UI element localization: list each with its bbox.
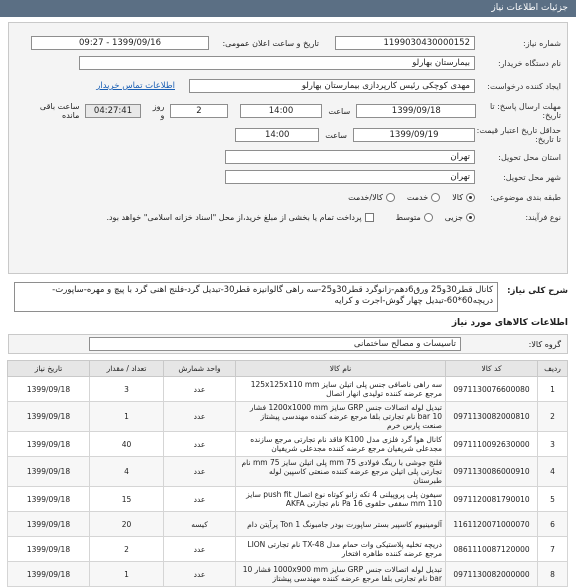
province-label: استان محل تحویل: bbox=[498, 152, 561, 162]
cell-row-number: 8 bbox=[538, 562, 568, 587]
table-header-row bbox=[8, 361, 568, 377]
payment-checkbox[interactable] bbox=[106, 213, 373, 222]
table-row[interactable] bbox=[8, 562, 568, 587]
validity-label: حداقل تاریخ اعتبار قیمت: تا تاریخ: bbox=[476, 126, 561, 144]
goods-table bbox=[7, 360, 568, 587]
cell-row-number: 1 bbox=[538, 377, 568, 402]
table-row[interactable] bbox=[8, 537, 568, 562]
remaining-label: ساعت باقی مانده bbox=[39, 102, 80, 120]
days-field: 2 bbox=[170, 104, 227, 118]
cell-quantity: 1 bbox=[90, 562, 164, 587]
cell-quantity: 1 bbox=[90, 402, 164, 432]
city-label: شهر محل تحویل: bbox=[503, 172, 561, 182]
page-header bbox=[0, 0, 576, 17]
cell-quantity: 4 bbox=[90, 457, 164, 487]
category-label: طبقه بندی موضوعی: bbox=[490, 192, 561, 202]
creator-field: مهدی کوچکی رئیس کارپردازی بیمارستان بهارلو bbox=[189, 79, 475, 93]
cell-item-code: 0971130082000000 bbox=[446, 562, 538, 587]
cell-row-number: 3 bbox=[538, 432, 568, 457]
cell-item-name: تبدیل لوله اتصالات جنس GRP سایز 1200x1000 mm فشار 10 bar نام تجارتی بلقا مرجع عرضه کننده مهندسی پیشتاز صنعت پارس خرم bbox=[236, 402, 446, 432]
category-option-goods[interactable]: کالا bbox=[452, 193, 475, 202]
cell-item-name: فلنج جوشی با رینگ فولادی 75 mm پلی اتیلن سایز 75 mm نام تجارتی پلی اتیلن مرجع عرضه کننده صنعتی کاسپین لوله طبرستان bbox=[236, 457, 446, 487]
deadline-label: مهلت ارسال پاسخ: تا تاریخ: bbox=[489, 102, 561, 120]
cell-row-number: 2 bbox=[538, 402, 568, 432]
cell-unit: عدد bbox=[164, 457, 236, 487]
deadline-time-field: 14:00 bbox=[240, 104, 323, 118]
cell-unit: عدد bbox=[164, 377, 236, 402]
cell-need-date: 1399/09/18 bbox=[8, 562, 90, 587]
cell-row-number: 7 bbox=[538, 537, 568, 562]
announce-field: 1399/09/16 - 09:27 bbox=[31, 36, 209, 50]
table-row[interactable] bbox=[8, 512, 568, 537]
category-option-goods-service[interactable]: کالا/خدمت bbox=[348, 193, 395, 202]
need-number-label: شماره نیاز: bbox=[523, 38, 561, 48]
cell-item-name: آلومینیوم کاسپیر بستر ساپورت بودر جامبونگ Ton 1 پرآیتن دام bbox=[236, 512, 446, 537]
col-row-number: ردیف bbox=[538, 361, 568, 377]
cell-item-name: سه راهی ناصافی جنس پلی اتیلن سایز 125x125x110 mm مرجع عرضه کننده تولیدی انهار اتصال bbox=[236, 377, 446, 402]
category-option-service[interactable]: خدمت bbox=[407, 193, 440, 202]
cell-item-code: 0971130086000910 bbox=[446, 457, 538, 487]
table-row[interactable] bbox=[8, 432, 568, 457]
cell-item-code: 0971130082000810 bbox=[446, 402, 538, 432]
cell-item-code: 1161120071000070 bbox=[446, 512, 538, 537]
table-row[interactable] bbox=[8, 377, 568, 402]
remaining-time-field: 04:27:41 bbox=[85, 104, 140, 118]
validity-time-field: 14:00 bbox=[235, 128, 319, 142]
col-need-date: تاریخ نیاز bbox=[8, 361, 90, 377]
buyer-field: بیمارستان بهارلو bbox=[79, 56, 475, 70]
cell-unit: عدد bbox=[164, 562, 236, 587]
cell-unit: عدد bbox=[164, 402, 236, 432]
col-item-name: نام کالا bbox=[236, 361, 446, 377]
need-info-panel bbox=[8, 22, 568, 274]
process-option-minor[interactable]: جزیی bbox=[445, 213, 475, 222]
cell-unit: عدد bbox=[164, 537, 236, 562]
cell-row-number: 6 bbox=[538, 512, 568, 537]
deadline-date-field: 1399/09/18 bbox=[356, 104, 476, 118]
radio-icon bbox=[431, 193, 440, 202]
cell-unit: عدد bbox=[164, 432, 236, 457]
cell-row-number: 5 bbox=[538, 487, 568, 512]
cell-quantity: 20 bbox=[90, 512, 164, 537]
cell-unit: عدد bbox=[164, 487, 236, 512]
cell-need-date: 1399/09/18 bbox=[8, 432, 90, 457]
col-unit: واحد شمارش bbox=[164, 361, 236, 377]
buyer-label: نام دستگاه خریدار: bbox=[498, 58, 561, 68]
cell-unit: کیسه bbox=[164, 512, 236, 537]
group-label: گروه کالا: bbox=[528, 339, 561, 349]
validity-time-label: ساعت bbox=[325, 130, 347, 140]
cell-need-date: 1399/09/18 bbox=[8, 402, 90, 432]
goods-group-row bbox=[8, 334, 568, 354]
cell-quantity: 40 bbox=[90, 432, 164, 457]
cell-item-name: دریچه تخلیه پلاستیکی وات حمام مدل TX-48 نام تجارتی LION مرجع عرضه کننده طاهره افتخار bbox=[236, 537, 446, 562]
province-field: تهران bbox=[225, 150, 475, 164]
buyer-contact-link[interactable]: اطلاعات تماس خریدار bbox=[96, 81, 175, 91]
creator-label: ایجاد کننده درخواست: bbox=[487, 81, 561, 91]
table-row[interactable] bbox=[8, 457, 568, 487]
description-text: کانال قطر30و25 ورق6دهم-زانوگرد قطر30و25-سه راهی گالوانیزه قطر30-تبدیل گرد-فلنج اهنی گرد با پیچ و مهره-ساپورت-دریچه60*60-تبدیل چهار گوش-اجرت و کرایه bbox=[14, 282, 498, 312]
col-item-code: کد کالا bbox=[446, 361, 538, 377]
description-label: شرح کلی نیاز: bbox=[507, 286, 568, 296]
deadline-time-label: ساعت bbox=[328, 106, 351, 116]
cell-quantity: 15 bbox=[90, 487, 164, 512]
cell-item-name: سیفون پلی پروپیلنی 4 تکه زانو کوتاه نوع اتصال push fit سایز 110 mm سقفی حلقوی Pa 16 نام تجارتی AKFA bbox=[236, 487, 446, 512]
cell-item-code: 0861110087120000 bbox=[446, 537, 538, 562]
table-row[interactable] bbox=[8, 487, 568, 512]
table-row[interactable] bbox=[8, 402, 568, 432]
city-field: تهران bbox=[225, 170, 475, 184]
days-label: روز و bbox=[152, 102, 165, 120]
cell-need-date: 1399/09/18 bbox=[8, 512, 90, 537]
process-option-medium[interactable]: متوسط bbox=[396, 213, 433, 222]
radio-selected-icon bbox=[466, 193, 475, 202]
cell-need-date: 1399/09/18 bbox=[8, 457, 90, 487]
cell-item-code: 0971110092630000 bbox=[446, 432, 538, 457]
cell-quantity: 2 bbox=[90, 537, 164, 562]
col-quantity: تعداد / مقدار bbox=[90, 361, 164, 377]
need-number-field: 1199030430000152 bbox=[335, 36, 475, 50]
cell-need-date: 1399/09/18 bbox=[8, 487, 90, 512]
process-label: نوع فرآیند: bbox=[525, 212, 561, 222]
radio-icon bbox=[424, 213, 433, 222]
cell-quantity: 3 bbox=[90, 377, 164, 402]
cell-need-date: 1399/09/18 bbox=[8, 377, 90, 402]
radio-icon bbox=[386, 193, 395, 202]
cell-item-name: کانال هوا گرد فلزی مدل K100 فاقد نام تجارتی مرجع سازنده مجدعلی شریفیان مرجع عرضه کننده مجدعلی شریفیان bbox=[236, 432, 446, 457]
cell-item-code: 0971120081790010 bbox=[446, 487, 538, 512]
cell-item-code: 0971130076600080 bbox=[446, 377, 538, 402]
page-title: جزئیات اطلاعات نیاز bbox=[491, 3, 568, 13]
payment-note: پرداخت تمام یا بخشی از مبلغ خرید،از محل "اسناد خزانه اسلامی" خواهد بود. bbox=[106, 212, 362, 222]
validity-date-field: 1399/09/19 bbox=[353, 128, 475, 142]
cell-need-date: 1399/09/18 bbox=[8, 537, 90, 562]
goods-section-title: اطلاعات کالاهای مورد نیاز bbox=[451, 318, 568, 328]
checkbox-icon bbox=[365, 213, 374, 222]
radio-selected-icon bbox=[466, 213, 475, 222]
cell-item-name: تبدیل لوله اتصالات جنس GRP سایز 1000x900 mm فشار 10 bar نام تجارتی بلقا مرجع عرضه کننده مهندسی پیشتاز bbox=[236, 562, 446, 587]
group-field: تاسیسات و مصالح ساختمانی bbox=[89, 337, 461, 351]
announce-label: تاریخ و ساعت اعلان عمومی: bbox=[222, 38, 319, 48]
cell-row-number: 4 bbox=[538, 457, 568, 487]
